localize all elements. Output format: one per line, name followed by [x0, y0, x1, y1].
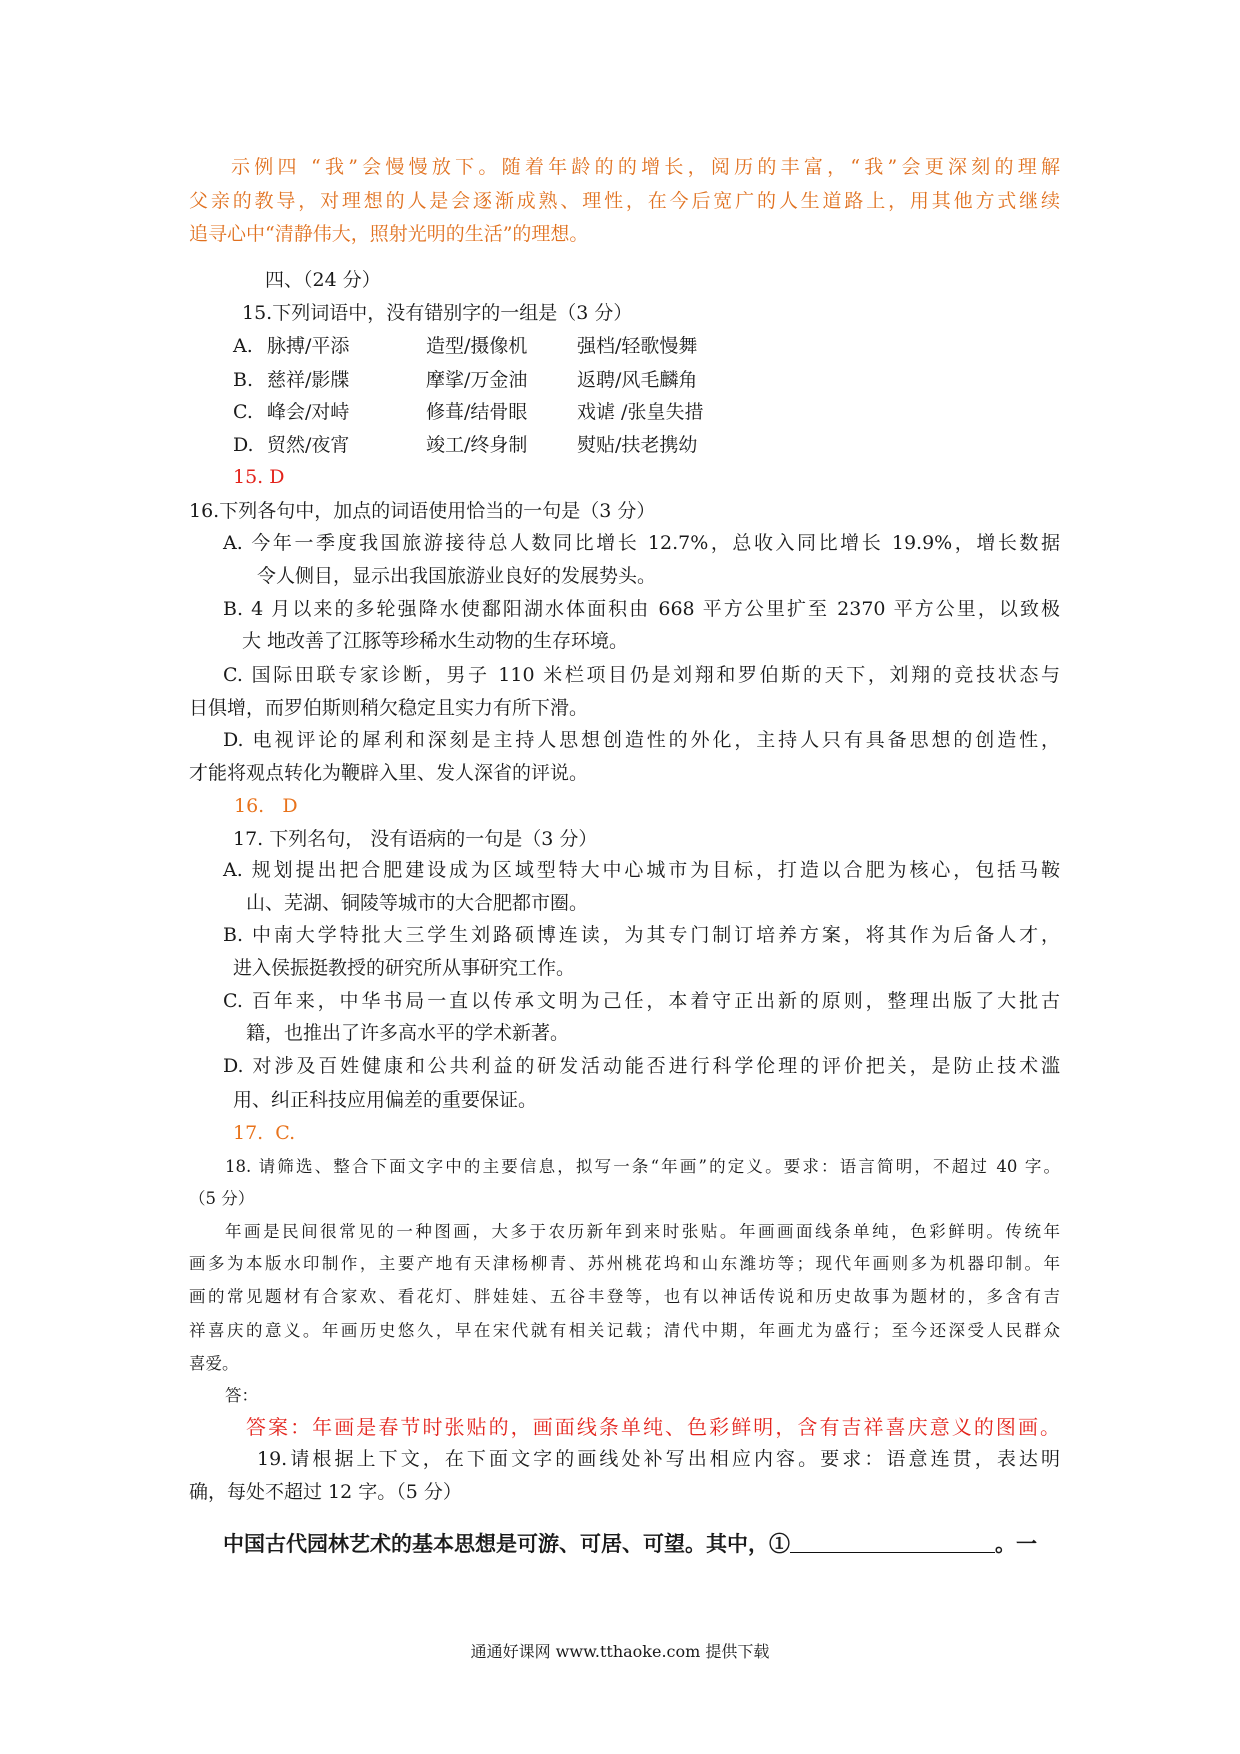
option-word: 脉搏/平添 — [267, 335, 350, 357]
q17-option-b-line-1: B. 中南大学特批大三学生刘路硕博连读，为其专门制订培养方案，将其作为后备人才， — [223, 924, 1060, 946]
q18-passage-line-5: 喜爱。 — [189, 1354, 239, 1373]
answer-blank-1 — [790, 1532, 995, 1553]
option-label: B. — [233, 369, 254, 391]
option-word: 返聘/风毛麟角 — [577, 369, 698, 391]
q18-passage-line-4: 祥喜庆的意义。年画历史悠久，早在宋代就有相关记载；清代中期，年画尤为盛行；至今还深受人民群众 — [189, 1321, 1060, 1340]
q19-passage — [223, 1531, 1037, 1557]
q17-option-c-line-1: C. 百年来，中华书局一直以传承文明为己任，本着守正出新的原则，整理出版了大批古 — [223, 990, 1060, 1012]
q18-passage-line-3: 画的常见题材有合家欢、看花灯、胖娃娃、五谷丰登等，也有以神话传说和历史故事为题材的，多含有吉 — [189, 1287, 1060, 1306]
q19-stem-line-2: 确，每处不超过 12 字。（5 分） — [189, 1481, 462, 1503]
q17-option-d-line-1: D. 对涉及百姓健康和公共利益的研发活动能否进行科学伦理的评价把关，是防止技术滥 — [223, 1055, 1060, 1077]
q18-stem-line-2: （5 分） — [189, 1189, 255, 1208]
q17-option-a-line-1: A. 规划提出把合肥建设成为区域型特大中心城市为目标，打造以合肥为核心，包括马鞍 — [223, 859, 1060, 881]
q18-passage-line-1: 年画是民间很常见的一种图画，大多于农历新年到来时张贴。年画画面线条单纯，色彩鲜明。传统年 — [225, 1222, 1060, 1241]
q17-option-b-line-2: 进入侯振挺教授的研究所从事研究工作。 — [233, 957, 576, 979]
q18-answer-prompt: 答： — [225, 1386, 258, 1405]
option-word: 慈祥/影牒 — [267, 369, 350, 391]
q16-option-d-line-2: 才能将观点转化为鞭辟入里、发人深省的评说。 — [189, 762, 589, 784]
option-label: A. — [233, 335, 253, 357]
option-word: 摩挲/万金油 — [426, 369, 528, 391]
option-word: 竣工/终身制 — [426, 434, 528, 456]
q18-passage-line-2: 画多为本版水印制作，主要产地有天津杨柳青、苏州桃花坞和山东潍坊等；现代年画则多为机器印制。年 — [189, 1254, 1060, 1273]
q16-stem: 16.下列各句中，加点的词语使用恰当的一句是（3 分） — [189, 500, 656, 522]
q16-option-c-line-1: C. 国际田联专家诊断，男子 110 米栏项目仍是刘翔和罗伯斯的天下，刘翔的竞技状态与 — [223, 664, 1060, 686]
option-label: C. — [233, 401, 253, 423]
option-word: 戏谑 /张皇失措 — [577, 401, 704, 423]
q16-option-c-line-2: 日俱增，而罗伯斯则稍欠稳定且实力有所下滑。 — [189, 697, 589, 719]
q18-stem-line-1: 18. 请筛选、整合下面文字中的主要信息，拟写一条“年画”的定义。要求：语言简明，不超过 40 字。 — [225, 1157, 1060, 1176]
q16-option-b-line-2: 大 地改善了江豚等珍稀水生动物的生存环境。 — [242, 630, 629, 652]
q17-answer: 17. C. — [233, 1122, 296, 1144]
q17-stem: 17. 下列名句， 没有语病的一句是（3 分） — [233, 828, 598, 850]
q19-stem-line-1: 19.请根据上下文，在下面文字的画线处补写出相应内容。要求：语意连贯，表达明 — [257, 1448, 1060, 1470]
example4-line-3: 追寻心中“清静伟大，照射光明的生活”的理想。 — [189, 223, 589, 245]
q16-option-a-line-2: 令人侧目，显示出我国旅游业良好的发展势头。 — [257, 565, 657, 587]
q16-option-b-line-1: B. 4 月以来的多轮强降水使鄱阳湖水体面积由 668 平方公里扩至 2370 平方公里，以致极 — [223, 598, 1060, 620]
option-word: 峰会/对峙 — [267, 401, 350, 423]
example4-line-2: 父亲的教导，对理想的人是会逐渐成熟、理性，在今后宽广的人生道路上，用其他方式继续 — [189, 190, 1060, 212]
option-word: 造型/摄像机 — [426, 335, 528, 357]
example4-line-1: 示例四 “我”会慢慢放下。随着年龄的的增长，阅历的丰富，“我”会更深刻的理解 — [231, 156, 1060, 178]
q16-option-a-line-1: A. 今年一季度我国旅游接待总人数同比增长 12.7%，总收入同比增长 19.9%，增长数据 — [223, 532, 1060, 554]
q19-passage-after: 。一 — [995, 1531, 1037, 1556]
q18-answer: 答案：年画是春节时张贴的，画面线条单纯、色彩鲜明，含有吉祥喜庆意义的图画。 — [246, 1415, 1060, 1439]
q16-answer: 16. D — [234, 795, 298, 817]
option-word: 贸然/夜宵 — [267, 434, 350, 456]
option-word: 修葺/结骨眼 — [426, 401, 528, 423]
q17-option-c-line-2: 籍，也推出了许多高水平的学术新著。 — [246, 1022, 570, 1044]
section-heading: 四、（24 分） — [265, 269, 381, 291]
q17-option-a-line-2: 山、芜湖、铜陵等城市的大合肥都市圈。 — [246, 892, 589, 914]
q15-stem: 15.下列词语中，没有错别字的一组是（3 分） — [242, 302, 633, 324]
q17-option-d-line-2: 用、纠正科技应用偏差的重要保证。 — [233, 1089, 538, 1111]
q19-passage-before: 中国古代园林艺术的基本思想是可游、可居、可望。其中，① — [223, 1531, 790, 1556]
option-word: 强档/轻歌慢舞 — [577, 335, 698, 357]
q15-answer: 15. D — [233, 466, 285, 488]
page-footer: 通通好课网 www.tthaoke.com 提供下载 — [470, 1642, 770, 1661]
option-word: 熨贴/扶老携幼 — [577, 434, 698, 456]
option-label: D. — [233, 434, 254, 456]
q16-option-d-line-1: D. 电视评论的犀利和深刻是主持人思想创造性的外化，主持人只有具备思想的创造性， — [223, 729, 1060, 751]
